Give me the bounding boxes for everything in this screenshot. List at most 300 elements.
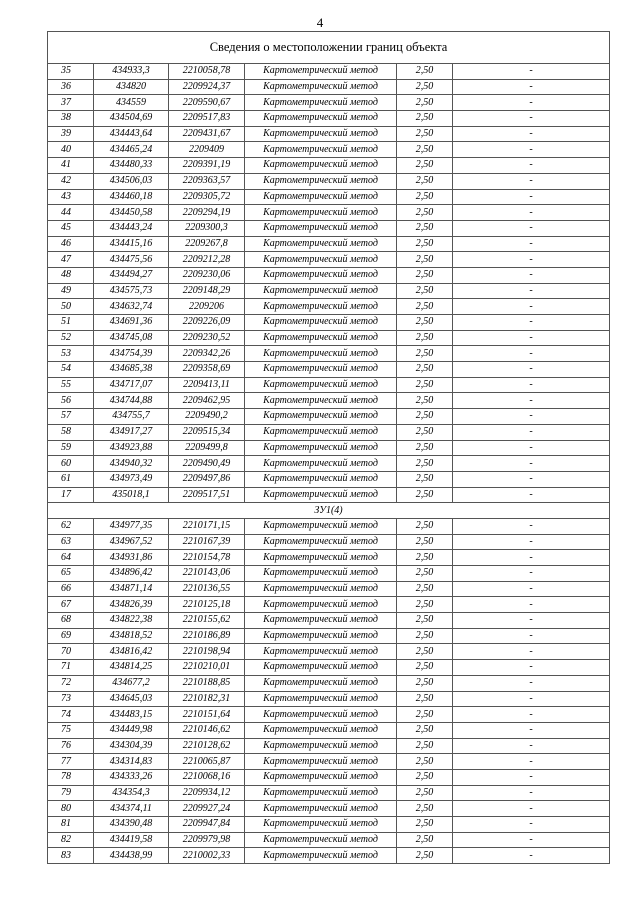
x-coordinate-cell: 434314,83 xyxy=(94,754,169,770)
note-cell: - xyxy=(453,111,610,127)
table-row xyxy=(48,173,610,189)
y-coordinate-cell: 2209515,34 xyxy=(169,424,245,440)
y-coordinate-cell: 2210065,87 xyxy=(169,754,245,770)
note-cell: - xyxy=(453,362,610,378)
method-cell: Картометрический метод xyxy=(245,362,397,378)
x-coordinate-cell: 434820 xyxy=(94,79,169,95)
x-coordinate-cell: 434933,3 xyxy=(94,64,169,80)
table-row xyxy=(48,487,610,503)
method-cell: Картометрический метод xyxy=(245,675,397,691)
y-coordinate-cell: 2209363,57 xyxy=(169,173,245,189)
method-cell: Картометрический метод xyxy=(245,769,397,785)
note-cell: - xyxy=(453,393,610,409)
y-coordinate-cell: 2209212,28 xyxy=(169,252,245,268)
method-cell: Картометрический метод xyxy=(245,79,397,95)
point-number-cell: 76 xyxy=(48,738,94,754)
accuracy-cell: 2,50 xyxy=(397,738,453,754)
table-row xyxy=(48,283,610,299)
point-number-cell: 51 xyxy=(48,315,94,331)
point-number-cell: 57 xyxy=(48,409,94,425)
note-cell: - xyxy=(453,173,610,189)
note-cell: - xyxy=(453,252,610,268)
x-coordinate-cell: 434449,98 xyxy=(94,722,169,738)
y-coordinate-cell: 2209413,11 xyxy=(169,377,245,393)
accuracy-cell: 2,50 xyxy=(397,236,453,252)
y-coordinate-cell: 2209924,37 xyxy=(169,79,245,95)
method-cell: Картометрический метод xyxy=(245,456,397,472)
accuracy-cell: 2,50 xyxy=(397,189,453,205)
note-cell: - xyxy=(453,267,610,283)
x-coordinate-cell: 434896,42 xyxy=(94,566,169,582)
method-cell: Картометрический метод xyxy=(245,722,397,738)
method-cell: Картометрический метод xyxy=(245,518,397,534)
table-row xyxy=(48,205,610,221)
x-coordinate-cell: 434559 xyxy=(94,95,169,111)
accuracy-cell: 2,50 xyxy=(397,487,453,503)
accuracy-cell: 2,50 xyxy=(397,267,453,283)
y-coordinate-cell: 2210151,64 xyxy=(169,707,245,723)
note-cell: - xyxy=(453,613,610,629)
x-coordinate-cell: 434755,7 xyxy=(94,409,169,425)
x-coordinate-cell: 434443,24 xyxy=(94,220,169,236)
note-cell: - xyxy=(453,738,610,754)
point-number-cell: 36 xyxy=(48,79,94,95)
note-cell: - xyxy=(453,409,610,425)
point-number-cell: 81 xyxy=(48,817,94,833)
x-coordinate-cell: 434304,39 xyxy=(94,738,169,754)
method-cell: Картометрический метод xyxy=(245,205,397,221)
accuracy-cell: 2,50 xyxy=(397,722,453,738)
x-coordinate-cell: 434973,49 xyxy=(94,471,169,487)
point-number-cell: 46 xyxy=(48,236,94,252)
section-label: ЗУ1(4) xyxy=(48,503,610,519)
section-row xyxy=(48,503,610,519)
accuracy-cell: 2,50 xyxy=(397,330,453,346)
x-coordinate-cell: 434923,88 xyxy=(94,440,169,456)
note-cell: - xyxy=(453,597,610,613)
x-coordinate-cell: 434645,03 xyxy=(94,691,169,707)
accuracy-cell: 2,50 xyxy=(397,832,453,848)
note-cell: - xyxy=(453,769,610,785)
y-coordinate-cell: 2210002,33 xyxy=(169,848,245,864)
method-cell: Картометрический метод xyxy=(245,566,397,582)
point-number-cell: 48 xyxy=(48,267,94,283)
method-cell: Картометрический метод xyxy=(245,848,397,864)
table-row xyxy=(48,158,610,174)
table-row xyxy=(48,362,610,378)
x-coordinate-cell: 434816,42 xyxy=(94,644,169,660)
method-cell: Картометрический метод xyxy=(245,801,397,817)
note-cell: - xyxy=(453,644,610,660)
y-coordinate-cell: 2210182,31 xyxy=(169,691,245,707)
y-coordinate-cell: 2210146,62 xyxy=(169,722,245,738)
y-coordinate-cell: 2209206 xyxy=(169,299,245,315)
x-coordinate-cell: 434443,64 xyxy=(94,126,169,142)
y-coordinate-cell: 2209490,2 xyxy=(169,409,245,425)
table-row xyxy=(48,299,610,315)
y-coordinate-cell: 2209342,26 xyxy=(169,346,245,362)
point-number-cell: 72 xyxy=(48,675,94,691)
accuracy-cell: 2,50 xyxy=(397,801,453,817)
point-number-cell: 58 xyxy=(48,424,94,440)
y-coordinate-cell: 2209979,98 xyxy=(169,832,245,848)
table-row xyxy=(48,95,610,111)
method-cell: Картометрический метод xyxy=(245,236,397,252)
point-number-cell: 83 xyxy=(48,848,94,864)
method-cell: Картометрический метод xyxy=(245,126,397,142)
method-cell: Картометрический метод xyxy=(245,142,397,158)
note-cell: - xyxy=(453,660,610,676)
y-coordinate-cell: 2209590,67 xyxy=(169,95,245,111)
point-number-cell: 71 xyxy=(48,660,94,676)
note-cell: - xyxy=(453,628,610,644)
y-coordinate-cell: 2210143,06 xyxy=(169,566,245,582)
accuracy-cell: 2,50 xyxy=(397,628,453,644)
point-number-cell: 82 xyxy=(48,832,94,848)
table-row xyxy=(48,754,610,770)
y-coordinate-cell: 2210167,39 xyxy=(169,534,245,550)
point-number-cell: 47 xyxy=(48,252,94,268)
x-coordinate-cell: 434745,08 xyxy=(94,330,169,346)
accuracy-cell: 2,50 xyxy=(397,456,453,472)
point-number-cell: 63 xyxy=(48,534,94,550)
method-cell: Картометрический метод xyxy=(245,754,397,770)
note-cell: - xyxy=(453,456,610,472)
method-cell: Картометрический метод xyxy=(245,597,397,613)
accuracy-cell: 2,50 xyxy=(397,597,453,613)
x-coordinate-cell: 434480,33 xyxy=(94,158,169,174)
y-coordinate-cell: 2209934,12 xyxy=(169,785,245,801)
note-cell: - xyxy=(453,722,610,738)
method-cell: Картометрический метод xyxy=(245,440,397,456)
point-number-cell: 54 xyxy=(48,362,94,378)
accuracy-cell: 2,50 xyxy=(397,299,453,315)
y-coordinate-cell: 2209947,84 xyxy=(169,817,245,833)
x-coordinate-cell: 434818,52 xyxy=(94,628,169,644)
accuracy-cell: 2,50 xyxy=(397,769,453,785)
accuracy-cell: 2,50 xyxy=(397,64,453,80)
method-cell: Картометрический метод xyxy=(245,424,397,440)
y-coordinate-cell: 2210198,94 xyxy=(169,644,245,660)
table-row xyxy=(48,79,610,95)
table-row xyxy=(48,377,610,393)
method-cell: Картометрический метод xyxy=(245,252,397,268)
method-cell: Картометрический метод xyxy=(245,817,397,833)
point-number-cell: 70 xyxy=(48,644,94,660)
table-row xyxy=(48,675,610,691)
table-row xyxy=(48,581,610,597)
accuracy-cell: 2,50 xyxy=(397,393,453,409)
point-number-cell: 56 xyxy=(48,393,94,409)
x-coordinate-cell: 434632,74 xyxy=(94,299,169,315)
note-cell: - xyxy=(453,675,610,691)
y-coordinate-cell: 2209431,67 xyxy=(169,126,245,142)
accuracy-cell: 2,50 xyxy=(397,205,453,221)
note-cell: - xyxy=(453,817,610,833)
note-cell: - xyxy=(453,205,610,221)
method-cell: Картометрический метод xyxy=(245,785,397,801)
note-cell: - xyxy=(453,377,610,393)
accuracy-cell: 2,50 xyxy=(397,518,453,534)
table-row xyxy=(48,628,610,644)
note-cell: - xyxy=(453,550,610,566)
note-cell: - xyxy=(453,346,610,362)
table-row xyxy=(48,220,610,236)
y-coordinate-cell: 2209517,51 xyxy=(169,487,245,503)
y-coordinate-cell: 2209294,19 xyxy=(169,205,245,221)
x-coordinate-cell: 434754,39 xyxy=(94,346,169,362)
x-coordinate-cell: 434940,32 xyxy=(94,456,169,472)
accuracy-cell: 2,50 xyxy=(397,111,453,127)
x-coordinate-cell: 434504,69 xyxy=(94,111,169,127)
x-coordinate-cell: 434494,27 xyxy=(94,267,169,283)
x-coordinate-cell: 434390,48 xyxy=(94,817,169,833)
accuracy-cell: 2,50 xyxy=(397,377,453,393)
y-coordinate-cell: 2210188,85 xyxy=(169,675,245,691)
table-row xyxy=(48,111,610,127)
point-number-cell: 62 xyxy=(48,518,94,534)
note-cell: - xyxy=(453,487,610,503)
x-coordinate-cell: 434717,07 xyxy=(94,377,169,393)
y-coordinate-cell: 2209305,72 xyxy=(169,189,245,205)
table-row xyxy=(48,769,610,785)
point-number-cell: 77 xyxy=(48,754,94,770)
accuracy-cell: 2,50 xyxy=(397,534,453,550)
table-title: Сведения о местоположении границ объекта xyxy=(48,32,610,64)
table-row xyxy=(48,346,610,362)
point-number-cell: 75 xyxy=(48,722,94,738)
table-row xyxy=(48,267,610,283)
table-row xyxy=(48,550,610,566)
accuracy-cell: 2,50 xyxy=(397,707,453,723)
x-coordinate-cell: 434977,35 xyxy=(94,518,169,534)
x-coordinate-cell: 434438,99 xyxy=(94,848,169,864)
table-row xyxy=(48,691,610,707)
note-cell: - xyxy=(453,754,610,770)
table-row xyxy=(48,330,610,346)
point-number-cell: 78 xyxy=(48,769,94,785)
accuracy-cell: 2,50 xyxy=(397,581,453,597)
table-row xyxy=(48,424,610,440)
method-cell: Картометрический метод xyxy=(245,315,397,331)
accuracy-cell: 2,50 xyxy=(397,142,453,158)
y-coordinate-cell: 2210155,62 xyxy=(169,613,245,629)
table-row xyxy=(48,315,610,331)
point-number-cell: 74 xyxy=(48,707,94,723)
point-number-cell: 37 xyxy=(48,95,94,111)
method-cell: Картометрический метод xyxy=(245,613,397,629)
accuracy-cell: 2,50 xyxy=(397,566,453,582)
method-cell: Картометрический метод xyxy=(245,95,397,111)
note-cell: - xyxy=(453,142,610,158)
table-row xyxy=(48,534,610,550)
y-coordinate-cell: 2210128,62 xyxy=(169,738,245,754)
method-cell: Картометрический метод xyxy=(245,330,397,346)
method-cell: Картометрический метод xyxy=(245,707,397,723)
table-row xyxy=(48,64,610,80)
note-cell: - xyxy=(453,566,610,582)
method-cell: Картометрический метод xyxy=(245,550,397,566)
point-number-cell: 43 xyxy=(48,189,94,205)
method-cell: Картометрический метод xyxy=(245,738,397,754)
method-cell: Картометрический метод xyxy=(245,189,397,205)
accuracy-cell: 2,50 xyxy=(397,613,453,629)
note-cell: - xyxy=(453,330,610,346)
y-coordinate-cell: 2210125,18 xyxy=(169,597,245,613)
note-cell: - xyxy=(453,832,610,848)
x-coordinate-cell: 434691,36 xyxy=(94,315,169,331)
accuracy-cell: 2,50 xyxy=(397,95,453,111)
method-cell: Картометрический метод xyxy=(245,173,397,189)
y-coordinate-cell: 2209358,69 xyxy=(169,362,245,378)
note-cell: - xyxy=(453,691,610,707)
point-number-cell: 60 xyxy=(48,456,94,472)
x-coordinate-cell: 434814,25 xyxy=(94,660,169,676)
y-coordinate-cell: 2209927,24 xyxy=(169,801,245,817)
method-cell: Картометрический метод xyxy=(245,832,397,848)
point-number-cell: 50 xyxy=(48,299,94,315)
point-number-cell: 44 xyxy=(48,205,94,221)
accuracy-cell: 2,50 xyxy=(397,550,453,566)
y-coordinate-cell: 2209230,52 xyxy=(169,330,245,346)
table-row xyxy=(48,456,610,472)
table-row xyxy=(48,142,610,158)
page-number: 4 xyxy=(316,15,324,30)
x-coordinate-cell: 434917,27 xyxy=(94,424,169,440)
y-coordinate-cell: 2209300,3 xyxy=(169,220,245,236)
method-cell: Картометрический метод xyxy=(245,487,397,503)
accuracy-cell: 2,50 xyxy=(397,644,453,660)
x-coordinate-cell: 434931,86 xyxy=(94,550,169,566)
y-coordinate-cell: 2210171,15 xyxy=(169,518,245,534)
table-row xyxy=(48,566,610,582)
point-number-cell: 49 xyxy=(48,283,94,299)
table-row xyxy=(48,440,610,456)
method-cell: Картометрический метод xyxy=(245,220,397,236)
y-coordinate-cell: 2210186,89 xyxy=(169,628,245,644)
table-row xyxy=(48,409,610,425)
x-coordinate-cell: 434483,15 xyxy=(94,707,169,723)
table-row xyxy=(48,660,610,676)
method-cell: Картометрический метод xyxy=(245,471,397,487)
note-cell: - xyxy=(453,848,610,864)
accuracy-cell: 2,50 xyxy=(397,660,453,676)
point-number-cell: 64 xyxy=(48,550,94,566)
point-number-cell: 38 xyxy=(48,111,94,127)
note-cell: - xyxy=(453,299,610,315)
method-cell: Картометрический метод xyxy=(245,534,397,550)
accuracy-cell: 2,50 xyxy=(397,754,453,770)
y-coordinate-cell: 2209517,83 xyxy=(169,111,245,127)
y-coordinate-cell: 2209226,09 xyxy=(169,315,245,331)
x-coordinate-cell: 434685,38 xyxy=(94,362,169,378)
note-cell: - xyxy=(453,801,610,817)
table-row xyxy=(48,817,610,833)
method-cell: Картометрический метод xyxy=(245,346,397,362)
table-row xyxy=(48,848,610,864)
table-row xyxy=(48,613,610,629)
point-number-cell: 52 xyxy=(48,330,94,346)
table-row xyxy=(48,471,610,487)
point-number-cell: 69 xyxy=(48,628,94,644)
method-cell: Картометрический метод xyxy=(245,377,397,393)
point-number-cell: 66 xyxy=(48,581,94,597)
x-coordinate-cell: 434460,18 xyxy=(94,189,169,205)
y-coordinate-cell: 2209409 xyxy=(169,142,245,158)
x-coordinate-cell: 434419,58 xyxy=(94,832,169,848)
x-coordinate-cell: 434415,16 xyxy=(94,236,169,252)
accuracy-cell: 2,50 xyxy=(397,471,453,487)
accuracy-cell: 2,50 xyxy=(397,440,453,456)
accuracy-cell: 2,50 xyxy=(397,424,453,440)
point-number-cell: 68 xyxy=(48,613,94,629)
x-coordinate-cell: 434826,39 xyxy=(94,597,169,613)
x-coordinate-cell: 434465,24 xyxy=(94,142,169,158)
note-cell: - xyxy=(453,283,610,299)
x-coordinate-cell: 434871,14 xyxy=(94,581,169,597)
point-number-cell: 45 xyxy=(48,220,94,236)
point-number-cell: 80 xyxy=(48,801,94,817)
point-number-cell: 55 xyxy=(48,377,94,393)
note-cell: - xyxy=(453,518,610,534)
y-coordinate-cell: 2209499,8 xyxy=(169,440,245,456)
note-cell: - xyxy=(453,471,610,487)
point-number-cell: 59 xyxy=(48,440,94,456)
x-coordinate-cell: 434822,38 xyxy=(94,613,169,629)
accuracy-cell: 2,50 xyxy=(397,346,453,362)
method-cell: Картометрический метод xyxy=(245,628,397,644)
accuracy-cell: 2,50 xyxy=(397,252,453,268)
note-cell: - xyxy=(453,95,610,111)
y-coordinate-cell: 2209497,86 xyxy=(169,471,245,487)
point-number-cell: 61 xyxy=(48,471,94,487)
table-row xyxy=(48,801,610,817)
accuracy-cell: 2,50 xyxy=(397,126,453,142)
method-cell: Картометрический метод xyxy=(245,158,397,174)
y-coordinate-cell: 2209462,95 xyxy=(169,393,245,409)
table-row xyxy=(48,597,610,613)
table-row xyxy=(48,722,610,738)
note-cell: - xyxy=(453,534,610,550)
method-cell: Картометрический метод xyxy=(245,581,397,597)
method-cell: Картометрический метод xyxy=(245,299,397,315)
y-coordinate-cell: 2210058,78 xyxy=(169,64,245,80)
x-coordinate-cell: 434506,03 xyxy=(94,173,169,189)
table-row xyxy=(48,644,610,660)
table-body xyxy=(48,32,610,864)
accuracy-cell: 2,50 xyxy=(397,220,453,236)
table-row xyxy=(48,738,610,754)
y-coordinate-cell: 2209490,49 xyxy=(169,456,245,472)
note-cell: - xyxy=(453,79,610,95)
y-coordinate-cell: 2210068,16 xyxy=(169,769,245,785)
note-cell: - xyxy=(453,236,610,252)
point-number-cell: 79 xyxy=(48,785,94,801)
note-cell: - xyxy=(453,158,610,174)
y-coordinate-cell: 2209391,19 xyxy=(169,158,245,174)
note-cell: - xyxy=(453,189,610,205)
method-cell: Картометрический метод xyxy=(245,267,397,283)
y-coordinate-cell: 2210154,78 xyxy=(169,550,245,566)
point-number-cell: 39 xyxy=(48,126,94,142)
method-cell: Картометрический метод xyxy=(245,660,397,676)
note-cell: - xyxy=(453,220,610,236)
point-number-cell: 41 xyxy=(48,158,94,174)
x-coordinate-cell: 434333,26 xyxy=(94,769,169,785)
table-row xyxy=(48,393,610,409)
note-cell: - xyxy=(453,424,610,440)
point-number-cell: 67 xyxy=(48,597,94,613)
